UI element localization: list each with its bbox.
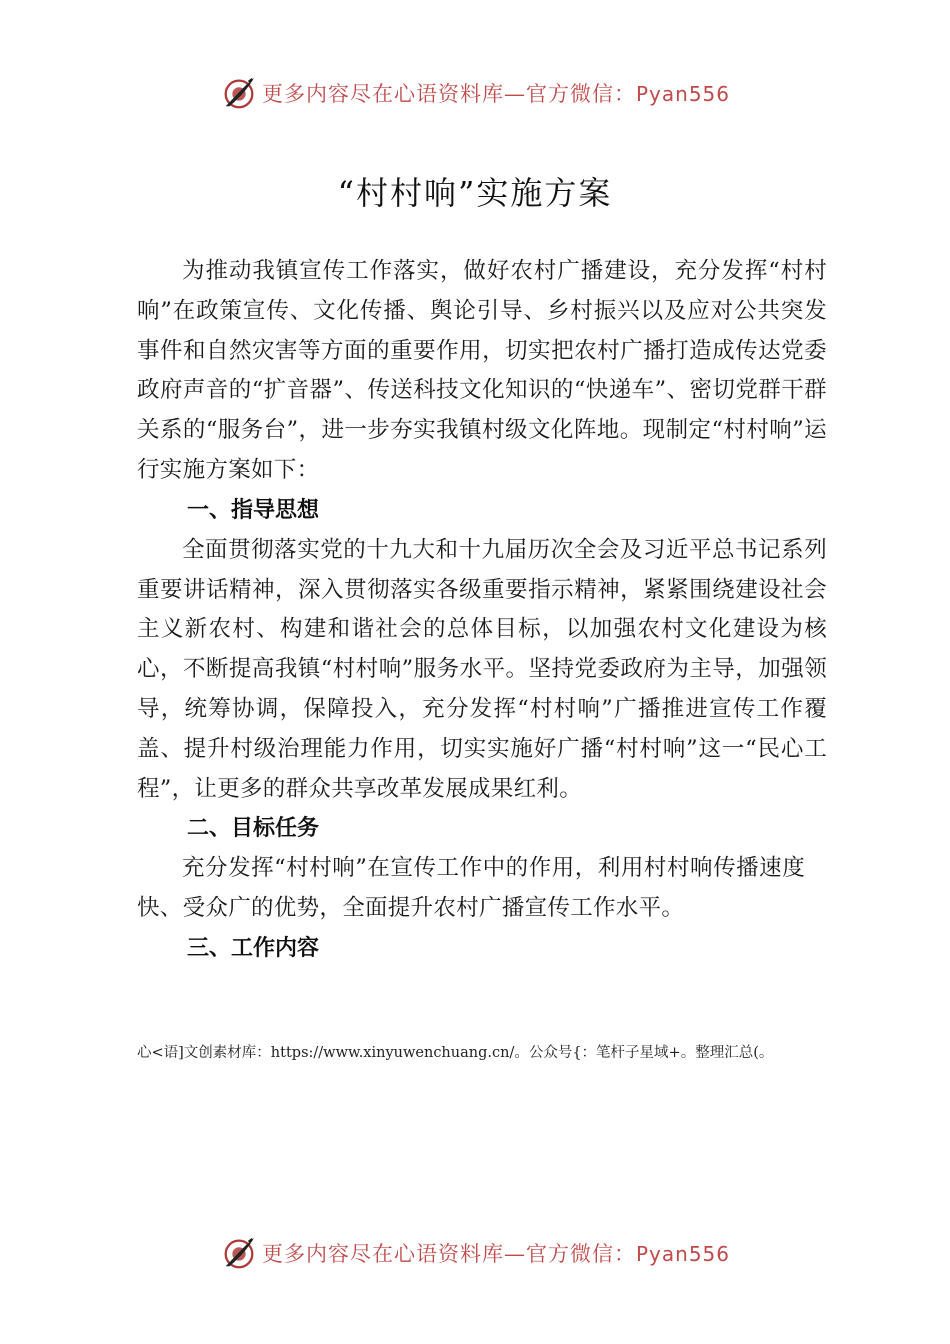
section-heading-work-content: 三、工作内容 [187,935,320,961]
document-body [137,252,827,969]
banner-text: 更多内容尽在心语资料库—官方微信：Pyan556 [261,1242,730,1266]
section-body-objectives: 充分发挥“村村响”在宣传工作中的作用，利用村村响传播速度快、受众广的优势，全面提升农村广播宣传工作水平。 [137,855,805,922]
section-heading-guiding-ideology: 一、指导思想 [187,497,320,523]
quill-circle-logo-icon [220,1234,258,1272]
banner-text: 更多内容尽在心语资料库—官方微信：Pyan556 [261,82,730,106]
header-banner [0,68,950,118]
quill-circle-logo-icon [220,74,258,112]
document-title: “村村响”实施方案 [337,174,613,212]
source-note: 心<语]文创素材库：https://www.xinyuwenchuang.cn/。公众号{：笔杆子星域+。整理汇总(。 [137,1045,774,1061]
footer-banner [0,1228,950,1278]
intro-paragraph: 为推动我镇宣传工作落实，做好农村广播建设，充分发挥“村村响”在政策宣传、文化传播、舆论引导、乡村振兴以及应对公共突发事件和自然灾害等方面的重要作用，切实把农村广播打造成传达党委政府声音的“扩音器”、传送科技文化知识的“快递车”、密切党群干群关系的“服务台”，进一步夯实我镇村级文化阵地。现制定“村村响”运行实施方案如下： [137,258,827,483]
section-heading-objectives: 二、目标任务 [187,816,320,842]
section-body-guiding-ideology: 全面贯彻落实党的十九大和十九届历次全会及习近平总书记系列重要讲话精神，深入贯彻落实各级重要指示精神，紧紧围绕建设社会主义新农村、构建和谐社会的总体目标，以加强农村文化建设为核心，不断提高我镇“村村响”服务水平。坚持党委政府为主导，加强领导，统筹协调，保障投入，充分发挥“村村响”广播推进宣传工作覆盖、提升村级治理能力作用，切实实施好广播“村村响”这一“民心工程”，让更多的群众共享改革发展成果红利。 [137,536,827,802]
